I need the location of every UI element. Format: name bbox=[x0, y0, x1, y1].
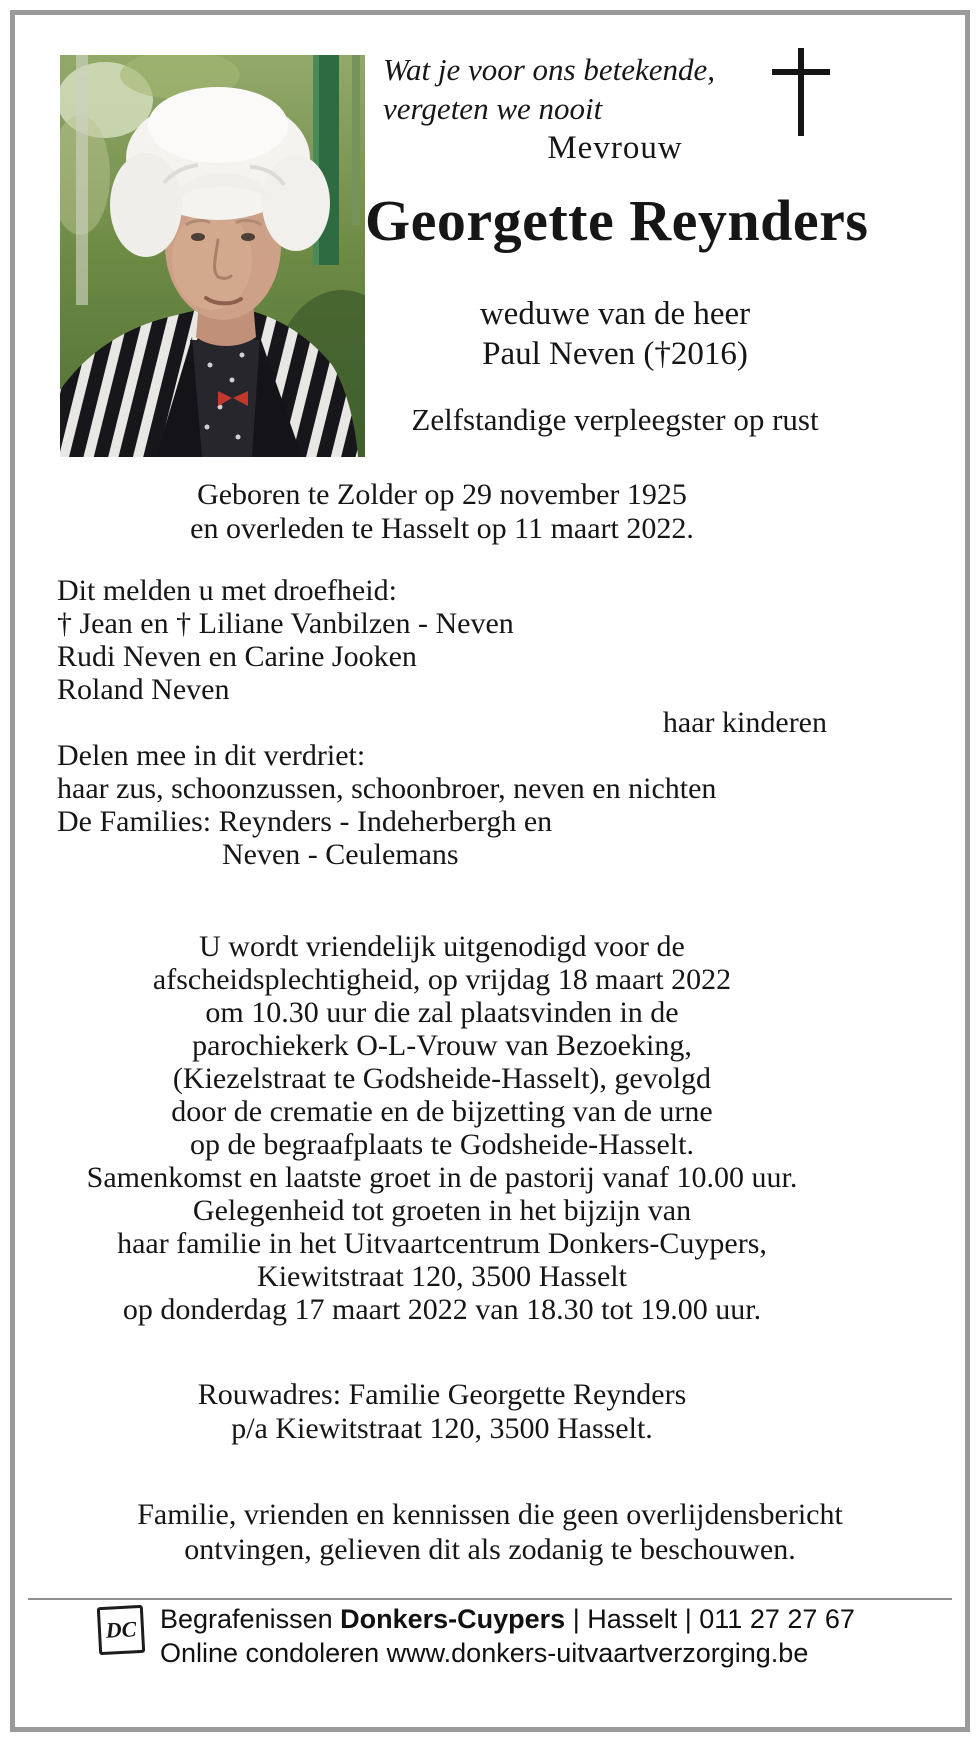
ceremony-line: Kiewitstraat 120, 3500 Hasselt bbox=[257, 1260, 627, 1293]
funeral-home-info bbox=[160, 1602, 855, 1670]
birth-death-block bbox=[57, 478, 827, 546]
funeral-home-prefix: Begrafenissen bbox=[160, 1604, 341, 1634]
condolence-url: Online condoleren www.donkers-uitvaartverzorging.be bbox=[160, 1638, 809, 1668]
mourning-address-line-2: p/a Kiewitstraat 120, 3500 Hasselt. bbox=[231, 1412, 653, 1445]
profession: Zelfstandige verpleegster op rust bbox=[411, 402, 819, 437]
child-line: Roland Neven bbox=[57, 673, 230, 706]
ceremony-line: Gelegenheid tot groeten in het bijzijn van bbox=[192, 1194, 692, 1227]
footer-divider bbox=[28, 1598, 952, 1600]
ceremony-line: U wordt vriendelijk uitgenodigd voor de bbox=[199, 930, 685, 963]
ceremony-line: Samenkomst en laatste groet in de pastorij vanaf 10.00 uur. bbox=[86, 1161, 798, 1194]
children-label: haar kinderen bbox=[662, 706, 827, 739]
quote-line-2: vergeten we nooit bbox=[383, 91, 603, 126]
died-line: en overleden te Hasselt op 11 maart 2022. bbox=[190, 512, 694, 545]
salutation: Mevrouw bbox=[547, 130, 683, 166]
ceremony-line: parochiekerk O-L-Vrouw van Bezoeking, bbox=[192, 1029, 692, 1062]
announcement-intro: Dit melden u met droefheid: bbox=[57, 574, 397, 607]
grief-intro: Delen mee in dit verdriet: bbox=[57, 739, 366, 772]
ceremony-line: om 10.30 uur die zal plaatsvinden in de bbox=[205, 996, 679, 1029]
ceremony-line: door de crematie en de bijzetting van de urne bbox=[171, 1095, 713, 1128]
families-line-2: Neven - Ceulemans bbox=[222, 838, 459, 871]
born-line: Geboren te Zolder op 29 november 1925 bbox=[197, 478, 687, 511]
memorial-quote bbox=[383, 50, 715, 128]
portrait-photo-graphic bbox=[60, 55, 365, 457]
closing-notice bbox=[30, 1497, 950, 1567]
ceremony-line: haar familie in het Uitvaartcentrum Donkers-Cuypers, bbox=[117, 1227, 767, 1260]
mourning-address bbox=[57, 1378, 827, 1446]
ceremony-line: (Kiezelstraat te Godsheide-Hasselt), gevolgd bbox=[172, 1062, 712, 1095]
widow-line-2: Paul Neven (†2016) bbox=[482, 336, 748, 372]
families-line-1: De Families: Reynders - Indeherbergh en bbox=[57, 805, 553, 838]
grief-line: haar zus, schoonzussen, schoonbroer, neven en nichten bbox=[57, 772, 717, 805]
funeral-home-line bbox=[160, 1602, 855, 1636]
widow-of bbox=[365, 294, 865, 374]
child-line: † Jean en † Liliane Vanbilzen - Neven bbox=[57, 607, 514, 640]
portrait-photo bbox=[60, 55, 365, 457]
child-line: Rudi Neven en Carine Jooken bbox=[57, 640, 417, 673]
quote-line-1: Wat je voor ons betekende, bbox=[383, 52, 716, 87]
deceased-name: Georgette Reynders bbox=[365, 188, 869, 253]
title-block bbox=[365, 130, 869, 438]
cross-icon bbox=[772, 48, 830, 136]
ceremony-line: op donderdag 17 maart 2022 van 18.30 tot 19.00 uur. bbox=[122, 1293, 762, 1326]
mourning-address-line-1: Rouwadres: Familie Georgette Reynders bbox=[197, 1378, 687, 1411]
funeral-home-contact: | Hasselt | 011 27 27 67 bbox=[565, 1604, 855, 1634]
family-announcement bbox=[57, 574, 827, 871]
closing-line-1: Familie, vrienden en kennissen die geen overlijdensbericht bbox=[137, 1498, 843, 1531]
closing-line-2: ontvingen, gelieven dit als zodanig te beschouwen. bbox=[184, 1533, 796, 1566]
funeral-home-name: Donkers-Cuypers bbox=[340, 1604, 566, 1634]
logo-monogram: DC bbox=[105, 1616, 137, 1643]
ceremony-invitation bbox=[57, 930, 827, 1326]
ceremony-line: afscheidsplechtigheid, op vrijdag 18 maart 2022 bbox=[152, 963, 732, 996]
ceremony-line: op de begraafplaats te Godsheide-Hasselt. bbox=[190, 1128, 694, 1161]
widow-line-1: weduwe van de heer bbox=[479, 296, 751, 332]
funeral-home-logo bbox=[97, 1605, 145, 1655]
